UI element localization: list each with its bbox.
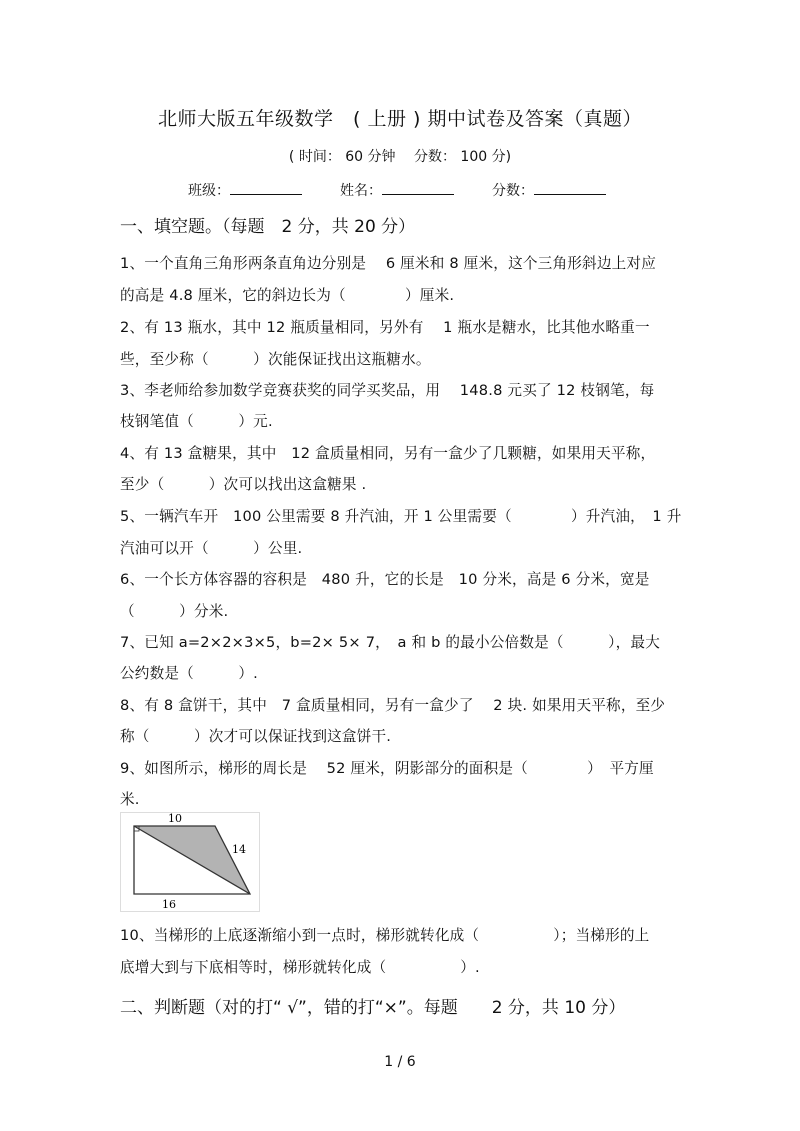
question-4-line-1: 4、有 13 盒糖果，其中 12 盒质量相同，另有一盒少了几颗糖，如果用天平称， (120, 445, 656, 462)
name-label: 姓名： (340, 183, 382, 199)
bottom-base-label: 16 (162, 898, 176, 911)
question-5-line-2: 汽油可以开（ ）公里. (120, 540, 303, 557)
question-1-line-2: 的高是 4.8 厘米，它的斜边长为（ ）厘米. (120, 287, 455, 304)
class-blank (230, 180, 302, 195)
page-title: 北师大版五年级数学 ( 上册 ) 期中试卷及答案（真题） (158, 108, 642, 130)
question-3-line-2: 枝钢笔值（ ）元. (120, 413, 273, 430)
question-5-line-1: 5、一辆汽车开 100 公里需要 8 升汽油，开 1 公里需要（ ）升汽油， 1 升 (120, 508, 682, 525)
name-blank (382, 180, 454, 195)
question-1-line-1: 1、一个直角三角形两条直角边分别是 6 厘米和 8 厘米，这个三角形斜边上对应 (120, 255, 657, 272)
question-9-line-1: 9、如图所示，梯形的周长是 52 厘米，阴影部分的面积是（ ） 平方厘 (120, 760, 654, 777)
score-label: 分数： (492, 183, 534, 199)
score-blank (534, 180, 606, 195)
question-2-line-1: 2、有 13 瓶水，其中 12 瓶质量相同，另外有 1 瓶水是糖水，比其他水略重一 (120, 319, 650, 336)
top-base-label: 10 (168, 812, 182, 825)
section-fill-in-heading: 一、填空题。（每题 2 分，共 20 分） (120, 217, 416, 237)
section-true-false-heading: 二、判断题（对的打“ √”，错的打“×”。每题 2 分，共 10 分） (120, 998, 626, 1018)
exam-duration-score: ( 时间： 60 分钟 分数： 100 分) (288, 149, 512, 165)
question-6-line-1: 6、一个长方体容器的容积是 480 升，它的长是 10 分米，高是 6 分米，宽是 (120, 571, 650, 588)
score-field (492, 180, 606, 200)
page-number: 1 / 6 (384, 1054, 416, 1070)
question-8-line-1: 8、有 8 盒饼干，其中 7 盒质量相同，另有一盒少了 2 块. 如果用天平称，至少 (120, 697, 666, 714)
question-10-line-2: 底增大到与下底相等时，梯形就转化成（ ）. (120, 959, 480, 976)
question-6-line-2: （ ）分米. (120, 603, 229, 620)
name-field (340, 180, 454, 200)
class-label: 班级： (188, 183, 230, 199)
question-3-line-1: 3、李老师给参加数学竞赛获奖的同学买奖品，用 148.8 元买了 12 枝钢笔，每 (120, 382, 655, 399)
question-2-line-2: 些，至少称（ ）次能保证找出这瓶糖水。 (120, 351, 431, 368)
question-10-line-1: 10、当梯形的上底逐渐缩小到一点时，梯形就转化成（ ）；当梯形的上 (120, 927, 650, 944)
question-7-line-2: 公约数是（ ）. (120, 665, 258, 682)
class-field (188, 180, 302, 200)
question-4-line-2: 至少（ ）次可以找出这盒糖果 . (120, 476, 367, 493)
question-7-line-1: 7、已知 a=2×2×3×5，b=2× 5× 7， a 和 b 的最小公倍数是（ ），最大 (120, 634, 660, 651)
question-8-line-2: 称（ ）次才可以保证找到这盒饼干. (120, 728, 392, 745)
question-9-line-2: 米. (120, 791, 140, 808)
slant-side-label: 14 (232, 843, 246, 856)
trapezoid-figure (120, 812, 260, 912)
